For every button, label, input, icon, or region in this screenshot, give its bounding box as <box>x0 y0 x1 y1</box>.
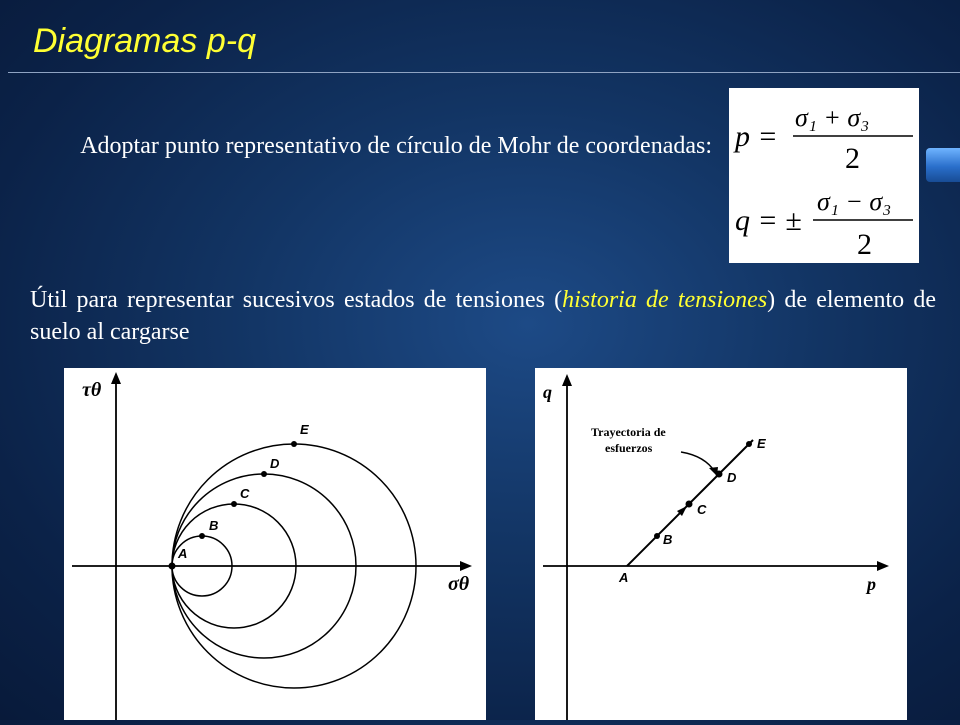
mohr-label-b: B <box>209 518 219 533</box>
formula-svg <box>729 88 919 263</box>
pq-y-arrowhead <box>562 374 572 386</box>
paragraph-text-2: ) de elemento de suelo al cargarse <box>30 287 936 345</box>
mohr-point-b <box>199 533 205 539</box>
pq-y-axis-label: q <box>543 382 552 402</box>
formula-q-lhs: q = ± <box>735 204 802 237</box>
formula-p-lhs: p = <box>735 120 778 153</box>
formula-box <box>729 88 919 263</box>
pq-label-b: B <box>663 532 673 547</box>
mohr-point-a <box>169 563 176 570</box>
pq-point-e <box>746 441 752 447</box>
mohr-label-a: A <box>178 546 188 561</box>
pq-x-axis-label: p <box>867 574 876 594</box>
slide-title: Diagramas p-q <box>33 22 256 60</box>
annotation-arrowhead <box>709 467 718 476</box>
annotation-line-2: esfuerzos <box>605 441 653 455</box>
title-divider <box>8 72 960 73</box>
formula-p-numerator: σ₁ + σ₃ <box>795 103 870 132</box>
intro-text: Adoptar punto representativo de círculo de Mohr de coordenadas: <box>80 133 712 159</box>
mohr-label-c: C <box>240 486 250 501</box>
formula-p-denominator: 2 <box>845 142 860 175</box>
annotation-line-1: Trayectoria de <box>591 425 666 439</box>
annotation-arrow <box>681 452 715 472</box>
paragraph-text-1: Útil para representar sucesivos estados de tensiones ( <box>30 287 563 313</box>
decorative-tab <box>926 148 960 182</box>
paragraph-emphasis: historia de tensiones <box>562 287 768 313</box>
mohr-x-axis-label: σθ <box>448 573 470 595</box>
formula-q-numerator: σ₁ − σ₃ <box>817 187 892 216</box>
pq-label-e: E <box>757 436 766 451</box>
pq-x-arrowhead <box>877 561 889 571</box>
mohr-circles-svg <box>64 368 486 720</box>
mohr-label-e: E <box>300 422 309 437</box>
pq-label-c: C <box>697 502 707 517</box>
mohr-x-arrowhead <box>460 561 472 571</box>
pq-diagram-svg <box>535 368 907 720</box>
pq-point-b <box>654 533 660 539</box>
description-paragraph <box>30 284 936 348</box>
mohr-point-c <box>231 501 237 507</box>
mohr-point-d <box>261 471 267 477</box>
pq-label-a: A <box>619 570 629 585</box>
mohr-label-d: D <box>270 456 280 471</box>
pq-diagram-figure <box>535 368 907 720</box>
mohr-y-axis-label: τθ <box>82 379 102 401</box>
mohr-y-arrowhead <box>111 372 121 384</box>
mohr-circles-figure <box>64 368 486 720</box>
formula-q-denominator: 2 <box>857 228 872 261</box>
pq-label-d: D <box>727 470 737 485</box>
mohr-point-e <box>291 441 297 447</box>
